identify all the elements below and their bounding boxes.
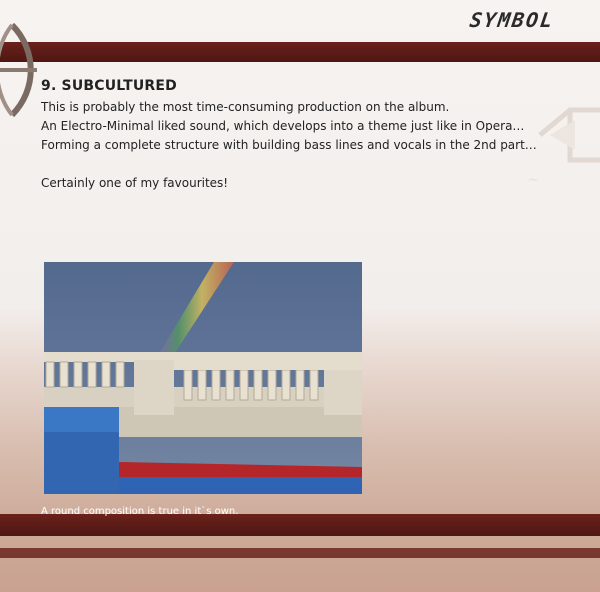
top-banner-bar xyxy=(0,42,600,62)
track-notes xyxy=(41,78,561,193)
track-title: 9. SUBCULTURED xyxy=(41,78,177,94)
notes-line: This is probably the most time-consuming production on the album. xyxy=(41,100,450,114)
logo: SYMBOL xyxy=(468,8,556,32)
rainbow-photo xyxy=(44,262,362,494)
notes-closing: Certainly one of my favourites! xyxy=(41,176,229,190)
photo-caption: A round composition is true in it`s own. xyxy=(41,506,239,517)
bottom-banner-bar xyxy=(0,514,600,536)
faint-text: ~ xyxy=(527,172,540,188)
rainbow-over-balustrade-image xyxy=(44,262,362,494)
footer-stripe xyxy=(0,548,600,558)
notes-line: An Electro-Minimal liked sound, which develops into a theme just like in Opera… xyxy=(41,119,525,133)
notes-line: Forming a complete structure with building bass lines and vocals in the 2nd part… xyxy=(41,138,537,152)
emblem-icon xyxy=(0,20,42,120)
